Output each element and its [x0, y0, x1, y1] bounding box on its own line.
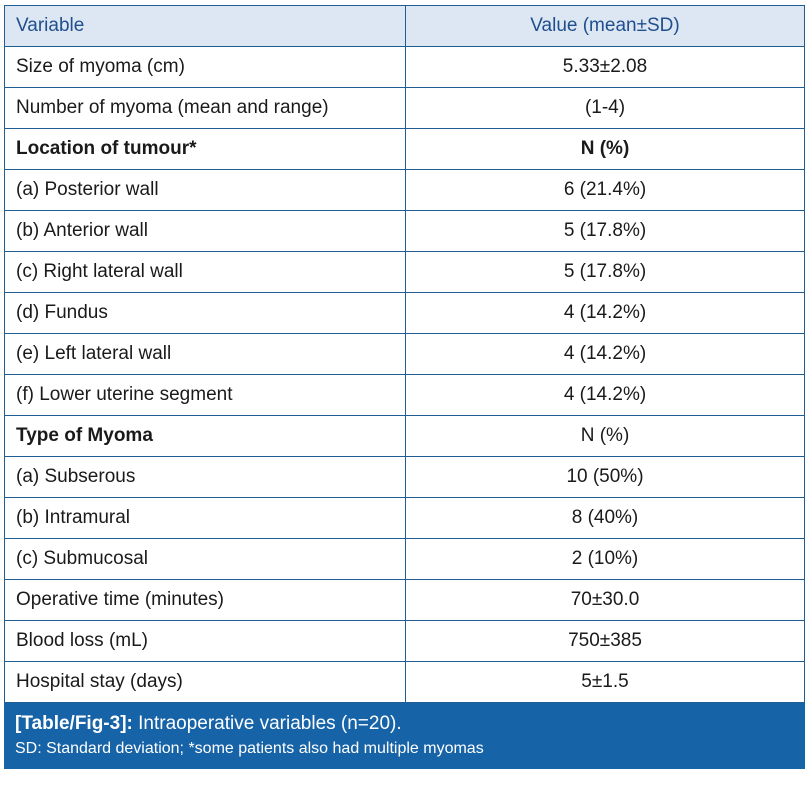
table-row [5, 211, 805, 252]
value-cell: 750±385 [406, 621, 805, 662]
column-header-variable: Variable [5, 6, 406, 47]
variable-cell: Location of tumour* [5, 129, 406, 170]
value-cell: 2 (10%) [406, 539, 805, 580]
table-row [5, 293, 805, 334]
variable-cell: Number of myoma (mean and range) [5, 88, 406, 129]
table-section-row [5, 129, 805, 170]
table-row [5, 457, 805, 498]
variable-cell: (a) Posterior wall [5, 170, 406, 211]
column-header-value: Value (mean±SD) [406, 6, 805, 47]
table-row [5, 47, 805, 88]
value-cell: 4 (14.2%) [406, 375, 805, 416]
table-row [5, 580, 805, 621]
value-cell: (1-4) [406, 88, 805, 129]
table-row [5, 498, 805, 539]
variable-cell: (c) Right lateral wall [5, 252, 406, 293]
variable-cell: Blood loss (mL) [5, 621, 406, 662]
table-header-row [5, 6, 805, 47]
value-cell: 10 (50%) [406, 457, 805, 498]
table-caption [4, 703, 805, 769]
variable-cell: (a) Subserous [5, 457, 406, 498]
value-cell: 5±1.5 [406, 662, 805, 703]
table-row [5, 539, 805, 580]
table-section-row [5, 416, 805, 457]
variable-cell: Size of myoma (cm) [5, 47, 406, 88]
variable-cell: (d) Fundus [5, 293, 406, 334]
table-row [5, 252, 805, 293]
value-cell: 6 (21.4%) [406, 170, 805, 211]
variable-cell: (e) Left lateral wall [5, 334, 406, 375]
value-cell: 4 (14.2%) [406, 293, 805, 334]
caption-note: SD: Standard deviation; *some patients also had multiple myomas [15, 740, 484, 757]
data-table [4, 5, 805, 703]
variable-cell: (c) Submucosal [5, 539, 406, 580]
value-cell: 5 (17.8%) [406, 211, 805, 252]
value-cell: 8 (40%) [406, 498, 805, 539]
table-row [5, 662, 805, 703]
table-row [5, 88, 805, 129]
value-cell: 4 (14.2%) [406, 334, 805, 375]
variable-cell: Hospital stay (days) [5, 662, 406, 703]
variable-cell: Operative time (minutes) [5, 580, 406, 621]
table-row [5, 375, 805, 416]
caption-label: [Table/Fig-3]: [15, 713, 133, 734]
variable-cell: Type of Myoma [5, 416, 406, 457]
value-cell: 5 (17.8%) [406, 252, 805, 293]
value-cell: 70±30.0 [406, 580, 805, 621]
variable-cell: (b) Anterior wall [5, 211, 406, 252]
caption-title-line [15, 713, 805, 735]
table-figure [4, 5, 805, 769]
table-row [5, 334, 805, 375]
value-cell: N (%) [406, 129, 805, 170]
value-cell: 5.33±2.08 [406, 47, 805, 88]
variable-cell: (f) Lower uterine segment [5, 375, 406, 416]
table-row [5, 621, 805, 662]
table-row [5, 170, 805, 211]
value-cell: N (%) [406, 416, 805, 457]
variable-cell: (b) Intramural [5, 498, 406, 539]
caption-title: Intraoperative variables (n=20). [132, 713, 402, 734]
